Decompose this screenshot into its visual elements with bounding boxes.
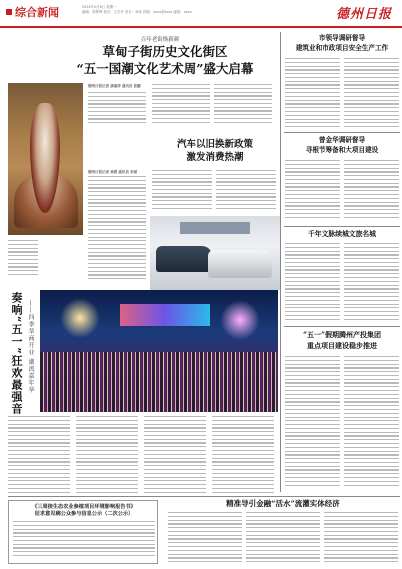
main-byline: 德州日报记者 康淑萍 通讯员 张鹏 <box>88 84 141 88</box>
masthead-logo: 德州日报 <box>335 7 392 22</box>
header-date: 2024年5月6日 星期一 <box>82 5 117 9</box>
stage-light-left <box>60 298 100 338</box>
cars-byline: 德州日报记者 林霖 通讯员 李斌 <box>88 170 138 174</box>
section-marker-icon <box>6 9 12 15</box>
header-meta <box>82 5 192 15</box>
inspect-headline-line-1: 曾金华调研督导 <box>318 136 366 144</box>
crowd-body-col-2 <box>76 416 138 498</box>
finance-headline: 精准导引金融“活水”流灌实体经济 <box>226 499 340 508</box>
crowd-body-col-3 <box>144 416 206 498</box>
finance-body-col-2 <box>246 512 320 566</box>
notice-body <box>13 521 155 561</box>
notice-title <box>13 504 155 518</box>
projects-body-col-1 <box>285 356 340 492</box>
notice-title-line-1: 《三周接生态农业参植项目环境影响报告书》 <box>32 504 136 510</box>
inspect-headline-line-2: 寻根节筹备和大项目建设 <box>305 146 379 154</box>
audience <box>40 352 278 412</box>
rule <box>284 132 400 133</box>
tour-headline: 千年文脉续城文旅名城 <box>308 230 376 238</box>
projects-body-col-2 <box>344 356 399 492</box>
meeting-body-col-2 <box>344 58 399 130</box>
inspect-body-col-1 <box>285 160 340 222</box>
crowd-vertical-subtitle: ——四季华商开业 潮流嘉年华 <box>27 300 34 394</box>
meeting-body-col-1 <box>285 58 340 130</box>
main-headline-line-2: “五一国潮文化艺术周”盛大启幕 <box>76 61 254 76</box>
projects-headline-line-1: “五一”假期腾州产投集团 <box>302 330 382 339</box>
meeting-headline-line-2: 建筑业和市政项目安全生产工作 <box>295 44 389 52</box>
cars-body-col-2 <box>152 170 212 212</box>
notice-title-line-2: 征求意见稿公众参与信息公示（二次公示） <box>34 511 134 517</box>
crowd-body-col-4 <box>212 416 274 498</box>
stage-light-right <box>220 300 260 340</box>
rule <box>284 226 400 227</box>
white-car <box>208 250 272 278</box>
cars-body-col-1 <box>88 176 146 286</box>
left-caption-text <box>8 240 38 280</box>
dancer-figure <box>30 103 60 213</box>
finance-body-col-3 <box>324 512 398 566</box>
projects-headline-line-2: 重点项目建设稳步推进 <box>307 341 377 350</box>
stage-screen <box>120 304 210 326</box>
cars-headline-line-1: 汽车以旧换新政策 <box>176 139 253 150</box>
cars-body-col-3 <box>216 170 276 212</box>
showroom-sign <box>180 222 250 234</box>
concert-crowd-photo <box>40 290 278 412</box>
car-showroom-photo <box>150 216 280 290</box>
crowd-vertical-title: 奏响“五一”狂欢最强音 <box>10 292 23 415</box>
tour-body-col-2 <box>344 243 399 323</box>
main-headline-line-1: 草甸子街历史文化街区 <box>102 44 228 59</box>
main-body-col-2 <box>152 84 210 128</box>
header-editors: 编辑：张辉辉 校对：王学华 美术：刘伟 投稿：xxxx@xxxx 邮箱：xxxx <box>82 10 192 14</box>
tour-body-col-1 <box>285 243 340 323</box>
crowd-body-col-1 <box>8 416 70 498</box>
inspect-body-col-2 <box>344 160 399 222</box>
public-notice-box <box>8 500 158 564</box>
dark-car <box>156 246 212 272</box>
meeting-headline-line-1: 市领导调研督导 <box>318 34 366 42</box>
cars-headline-line-2: 激发消费热潮 <box>186 152 244 163</box>
section-name: 综合新闻 <box>15 6 59 19</box>
main-kicker: 百年老街焕新颜 <box>140 37 180 43</box>
rule <box>284 326 400 327</box>
column-divider <box>280 32 281 492</box>
section-tag <box>6 4 59 20</box>
page-header <box>0 0 402 28</box>
main-body-col-1 <box>88 92 146 128</box>
dance-performance-photo <box>8 83 83 235</box>
finance-body-col-1 <box>168 512 242 566</box>
main-body-col-3 <box>214 84 272 128</box>
bottom-rule <box>8 496 400 497</box>
